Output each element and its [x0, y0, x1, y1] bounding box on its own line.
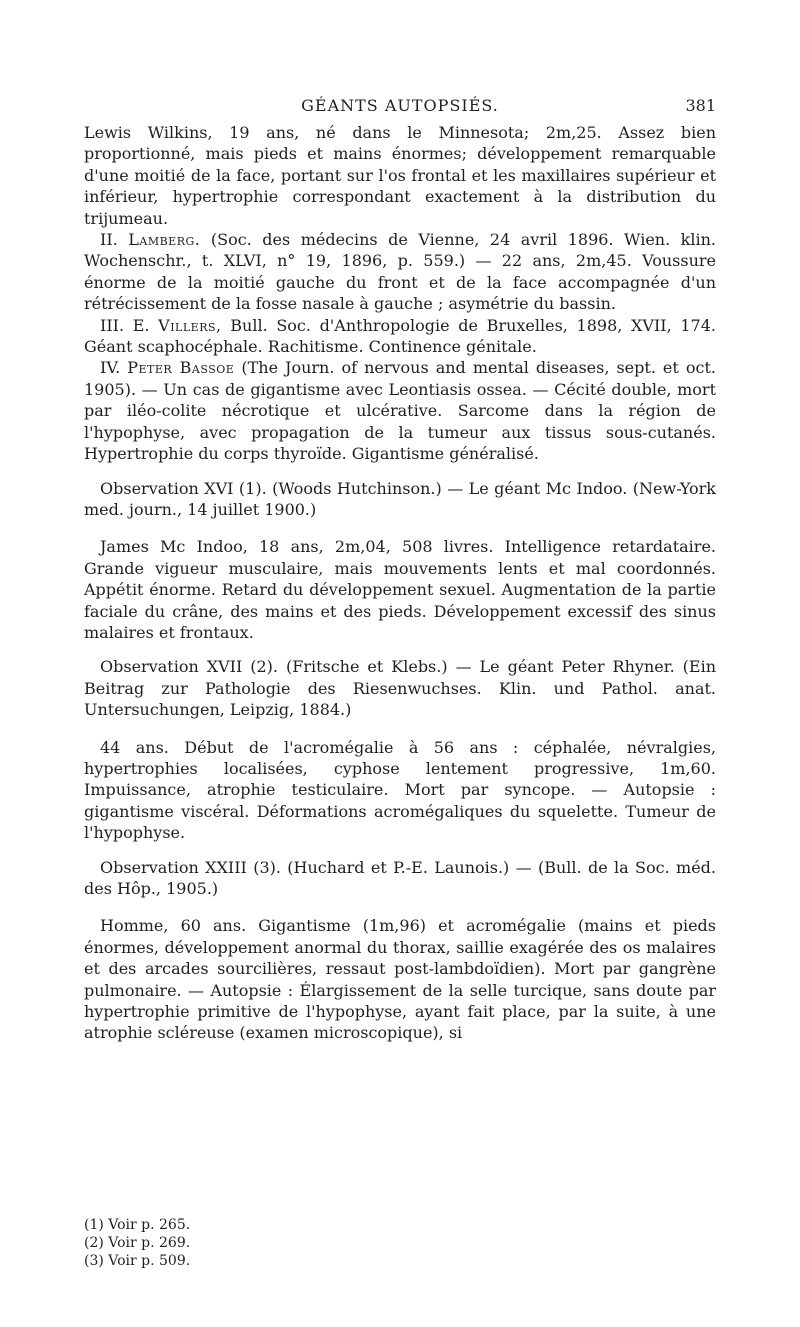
entry-author: Peter Bassoe — [127, 358, 235, 378]
body-text — [84, 122, 716, 1044]
entry-author: Villers, — [158, 315, 222, 335]
running-header — [84, 96, 716, 115]
entry-number: III. E. — [100, 315, 150, 335]
observation-17-body: 44 ans. Début de l'acromégalie à 56 ans : céphalée, névralgies, hypertrophies localisées, cyphose lentement progressive, 1m,60. Impuissance, atrophie testiculaire. Mort par syncope. — Autopsie : gigantisme viscéral. Déformations acromégaliques du squelette. Tumeur de l'hypophyse. — [84, 737, 716, 843]
paragraph-bassoe — [84, 357, 716, 464]
observation-16-body: James Mc Indoo, 18 ans, 2m,04, 508 livres. Intelligence retardataire. Grande vigueur musculaire, mais mouvements lents et mal coordonnés. Appétit énorme. Retard du développement sexuel. Augmentation de la partie faciale du crâne, des mains et des pieds. Développement excessif des sinus malaires et frontaux. — [84, 537, 716, 642]
footnotes — [84, 1216, 190, 1270]
paragraph-lamberg — [84, 229, 716, 315]
observation-23-body: Homme, 60 ans. Gigantisme (1m,96) et acromégalie (mains et pieds énormes, développement anormal du thorax, saillie exagérée des os malaires et des arcades sourcilières, ressaut post-lambdoïdien). Mort par gangrène pulmonaire. — Autopsie : Élargissement de la selle turcique, sans doute par hypertrophie primitive de l'hypophyse, ayant fait place, par la suite, à une atrophie scléreuse (examen microscopique), si — [84, 916, 716, 1043]
paragraph-wilkins: Lewis Wilkins, 19 ans, né dans le Minnesota; 2m,25. Assez bien proportionné, mais pieds et mains énormes; développement remarquable d'une moitié de la face, portant sur l'os frontal et les maxillaires supérieur et inférieur, hypertrophie correspondant exactement à la distribution du trijumeau. — [84, 123, 716, 228]
page-number: 381 — [685, 96, 716, 115]
observation-16-heading: Observation XVI (1). (Woods Hutchinson.) — Le géant Mc Indoo. (New-York med. journ., 14 juillet 1900.) — [84, 478, 716, 519]
observation-17-heading: Observation XVII (2). (Fritsche et Klebs.) — Le géant Peter Rhyner. (Ein Beitrag zur Pathologie des Riesenwuchses. Klin. und Pathol. anat. Untersuchungen, Leipzig, 1884.) — [84, 657, 716, 720]
entry-text: Bull. Soc. d'Anthropologie de Bruxelles, 1898, XVII, 174. Géant scaphocéphale. Rachitisme. Continence génitale. — [84, 315, 716, 357]
observation-23-heading: Observation XXIII (3). (Huchard et P.-E. Launois.) — (Bull. de la Soc. méd. des Hôp., 1905.) — [84, 857, 716, 898]
entry-author: Lamberg. — [128, 230, 201, 250]
entry-text: (The Journ. of nervous and mental diseases, sept. et oct. 1905). — Un cas de gigantisme avec Leontiasis ossea. — Cécité double, mort par iléo-colite nécrotique et ulcérative. Sarcome dans la région de l'hypophyse, avec propagation de la tumeur aux tissus sous-cutanés. Hypertrophie du corps thyroïde. Gigantisme généralisé. — [84, 358, 716, 464]
footnote-3: (3) Voir p. 509. — [84, 1253, 191, 1269]
footnote-2: (2) Voir p. 269. — [84, 1235, 191, 1251]
running-title: GÉANTS AUTOPSIÉS. — [301, 96, 499, 115]
footnote-1: (1) Voir p. 265. — [84, 1217, 191, 1233]
entry-text: (Soc. des médecins de Vienne, 24 avril 1896. Wien. klin. Wochenschr., t. XLVI, n° 19, 1896, p. 559.) — 22 ans, 2m,45. Voussure énorme de la moitié gauche du front et de la face accompagnée d'un rétrécissement de la fosse nasale à gauche ; asymétrie du bassin. — [84, 230, 717, 314]
entry-number: II. — [100, 230, 118, 250]
entry-number: IV. — [100, 358, 121, 378]
paragraph-villers — [84, 315, 716, 358]
